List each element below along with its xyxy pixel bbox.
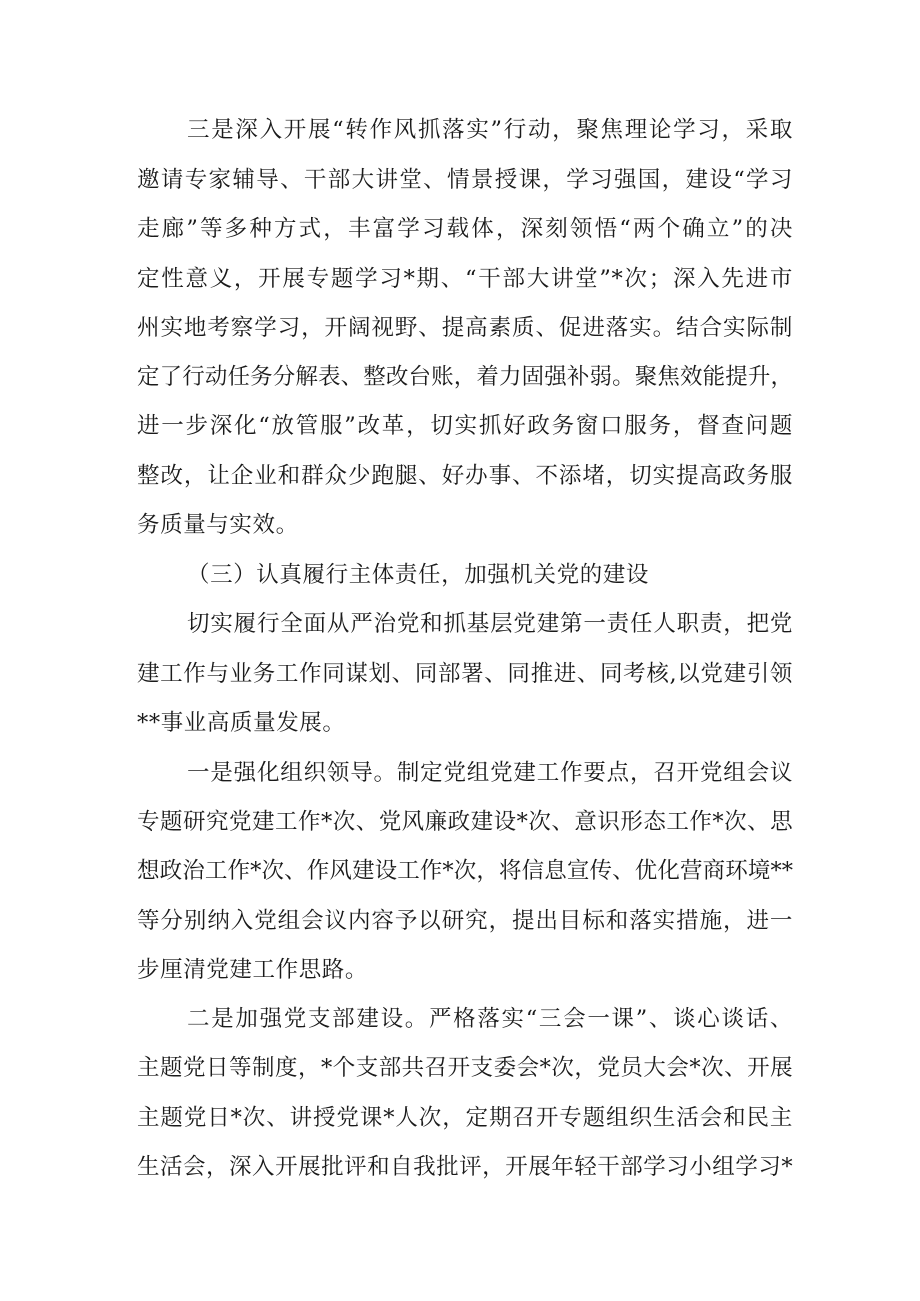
paragraph-3-line-3: 想政治工作*次、作风建设工作*次，将信息宣传、优化营商环境** <box>137 858 793 884</box>
paragraph-3-line-4: 等分别纳入党组会议内容予以研究，提出目标和落实措施，进一 <box>137 908 793 934</box>
section-heading: （三）认真履行主体责任，加强机关党的建设 <box>187 562 650 588</box>
paragraph-1-line-6: 定了行动任务分解表、整改台账，着力固强补弱。聚焦效能提升， <box>137 364 793 390</box>
paragraph-1-line-7: 进一步深化“放管服”改革，切实抓好政务窗口服务，督查问题 <box>137 413 793 439</box>
paragraph-4-line-4: 生活会，深入开展批评和自我批评，开展年轻干部学习小组学习* <box>137 1154 793 1180</box>
paragraph-1-line-3: 走廊”等多种方式，丰富学习载体，深刻领悟“两个确立”的决 <box>137 216 793 242</box>
paragraph-3-line-1: 一是强化组织领导。制定党组党建工作要点，召开党组会议 <box>187 760 793 786</box>
paragraph-4-line-3: 主题党日*次、讲授党课*人次，定期召开专题组织生活会和民主 <box>137 1105 793 1131</box>
paragraph-1-line-2: 邀请专家辅导、干部大讲堂、情景授课，学习强国，建设“学习 <box>137 167 793 193</box>
paragraph-1-line-1: 三是深入开展“转作风抓落实”行动，聚焦理论学习，采取 <box>187 117 793 143</box>
paragraph-1-line-9: 务质量与实效。 <box>137 512 299 538</box>
paragraph-2-line-1: 切实履行全面从严治党和抓基层党建第一责任人职责，把党 <box>187 611 793 637</box>
paragraph-1-line-8: 整改，让企业和群众少跑腿、好办事、不添堵，切实提高政务服 <box>137 463 793 489</box>
paragraph-1-line-5: 州实地考察学习，开阔视野、提高素质、促进落实。结合实际制 <box>137 315 793 341</box>
paragraph-3-line-2: 专题研究党建工作*次、党风廉政建设*次、意识形态工作*次、思 <box>137 809 793 835</box>
paragraph-2-line-3: **事业高质量发展。 <box>137 710 346 736</box>
paragraph-3-line-5: 步厘清党建工作思路。 <box>137 957 369 983</box>
paragraph-2-line-2: 建工作与业务工作同谋划、同部署、同推进、同考核,以党建引领 <box>137 661 793 687</box>
paragraph-4-line-2: 主题党日等制度，*个支部共召开支委会*次，党员大会*次、开展 <box>137 1055 793 1081</box>
paragraph-4-line-1: 二是加强党支部建设。严格落实“三会一课”、谈心谈话、 <box>187 1006 793 1032</box>
paragraph-1-line-4: 定性意义，开展专题学习*期、“干部大讲堂”*次；深入先进市 <box>137 266 793 292</box>
